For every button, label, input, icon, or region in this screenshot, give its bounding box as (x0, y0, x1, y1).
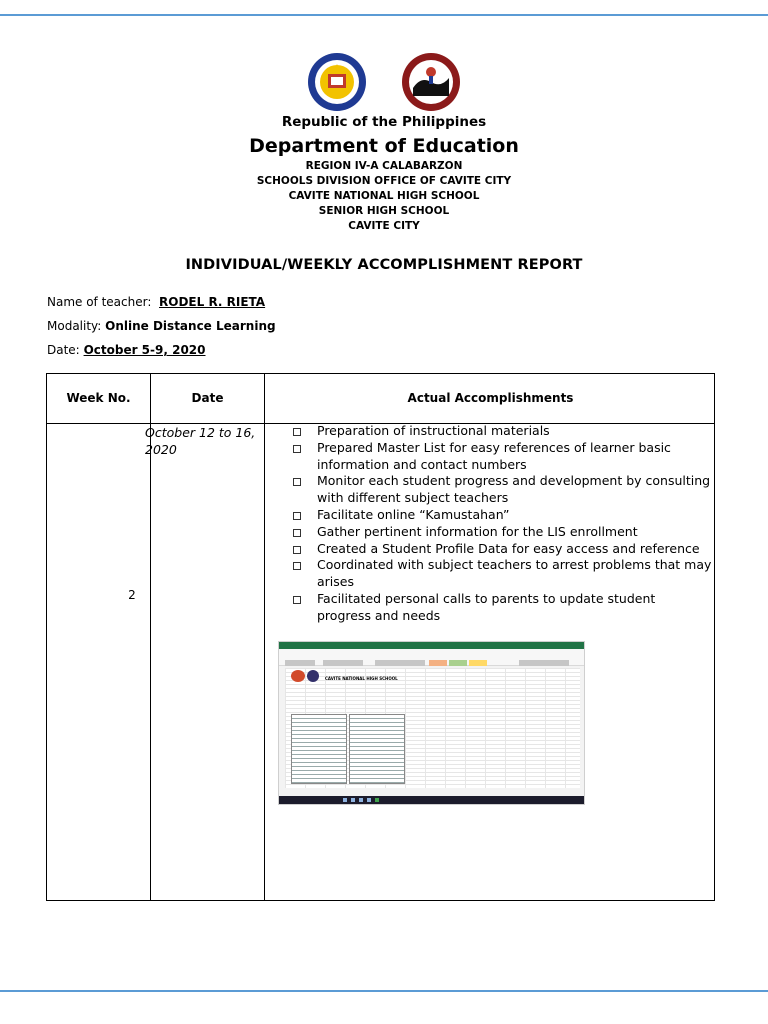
column-divider (264, 374, 265, 900)
level-line: SENIOR HIGH SCHOOL (318, 205, 450, 217)
checkbox-icon (293, 546, 301, 554)
screenshot-ribbon (279, 649, 584, 666)
school-seal-icon (395, 52, 467, 112)
screenshot-sheet (285, 668, 580, 788)
ribbon-block (519, 660, 569, 666)
modality-label: Modality: (47, 319, 102, 333)
list-item: Created a Student Profile Data for easy access and reference (293, 541, 713, 558)
taskbar-icon (351, 798, 355, 802)
checkbox-icon (293, 529, 301, 537)
teacher-field (47, 294, 265, 310)
ribbon-block (469, 660, 487, 666)
list-item: Facilitated personal calls to parents to update student progress and needs (293, 591, 713, 625)
accomplishment-list (293, 423, 713, 625)
republic-line: Republic of the Philippines (281, 114, 487, 130)
list-item: Preparation of instructional materials (293, 423, 713, 440)
date-label: Date: (47, 343, 80, 357)
screenshot-titlebar (279, 642, 584, 649)
taskbar-icon (343, 798, 347, 802)
list-item: Facilitate online “Kamustahan” (293, 507, 713, 524)
screenshot-logo-icon (307, 670, 319, 682)
taskbar-icon (375, 798, 379, 802)
week-number: 2 (128, 588, 136, 602)
screenshot-taskbar (279, 796, 584, 804)
region-line: REGION IV-A CALABARZON (305, 160, 463, 172)
teacher-value: RODEL R. RIETA (159, 295, 266, 309)
modality-value: Online Distance Learning (105, 319, 276, 333)
report-title: INDIVIDUAL/WEEKLY ACCOMPLISHMENT REPORT (185, 257, 583, 273)
checkbox-icon (293, 428, 301, 436)
ribbon-block (323, 660, 363, 666)
school-line: CAVITE NATIONAL HIGH SCHOOL (288, 190, 480, 202)
screenshot-name-list (291, 714, 347, 784)
department-title: Department of Education (249, 135, 519, 157)
modality-field (47, 318, 276, 334)
deped-seal-icon (301, 52, 373, 112)
list-item: Coordinated with subject teachers to arrest problems that may arises (293, 557, 713, 591)
screenshot-logo-icon (291, 670, 305, 682)
teacher-label: Name of teacher: (47, 295, 152, 309)
date-value: October 5-9, 2020 (83, 343, 206, 357)
screenshot-sheet-title: CAVITE NATIONAL HIGH SCHOOL (325, 676, 398, 681)
checkbox-icon (293, 512, 301, 520)
date-field (47, 342, 206, 358)
city-line: CAVITE CITY (348, 220, 420, 232)
division-line: SCHOOLS DIVISION OFFICE OF CAVITE CITY (256, 175, 512, 187)
checkbox-icon (293, 478, 301, 486)
checkbox-icon (293, 596, 301, 604)
screenshot-name-list (349, 714, 405, 784)
ribbon-block (449, 660, 467, 666)
list-item: Gather pertinent information for the LIS enrollment (293, 524, 713, 541)
taskbar-icon (367, 798, 371, 802)
checkbox-icon (293, 562, 301, 570)
top-rule (0, 14, 768, 16)
accomplishment-table (46, 373, 715, 901)
header-accomplishments: Actual Accomplishments (407, 391, 574, 405)
spreadsheet-screenshot (278, 641, 585, 805)
list-item: Monitor each student progress and development by consulting with different subject teachers (293, 473, 713, 507)
logos (0, 52, 768, 112)
header-date: Date (191, 391, 224, 405)
list-item: Prepared Master List for easy references of learner basic information and contact numbers (293, 440, 713, 474)
header-week: Week No. (66, 391, 131, 405)
bottom-rule (0, 990, 768, 992)
week-date: October 12 to 16, 2020 (145, 425, 256, 457)
ribbon-block (429, 660, 447, 666)
checkbox-icon (293, 445, 301, 453)
ribbon-block (285, 660, 315, 666)
taskbar-icon (359, 798, 363, 802)
ribbon-block (375, 660, 425, 666)
letterhead (0, 114, 768, 234)
